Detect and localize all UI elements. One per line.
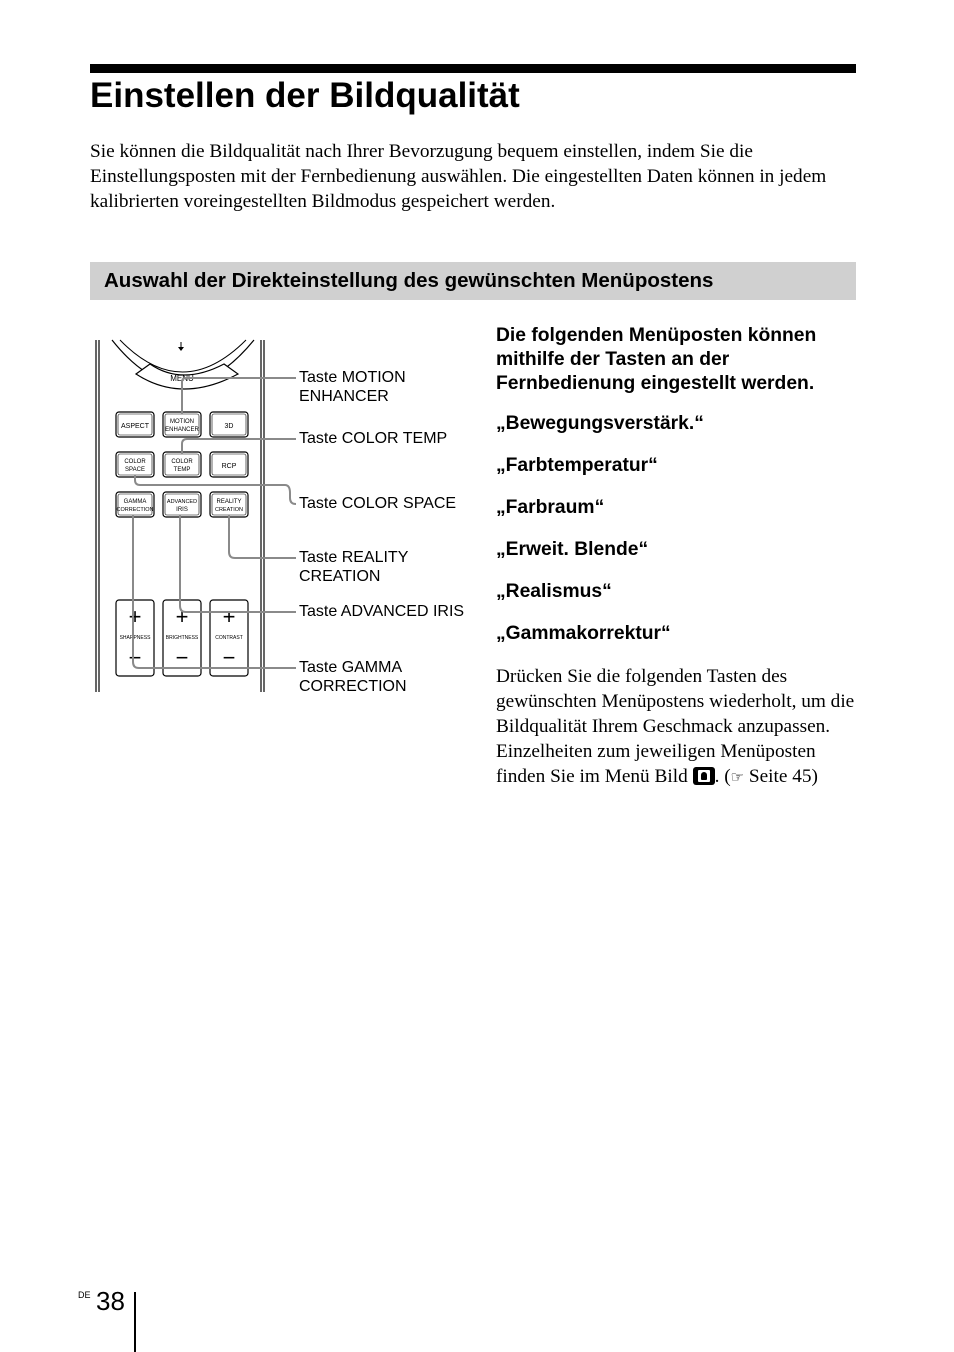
section-header <box>90 262 856 300</box>
advanced-iris-label-2: IRIS <box>176 507 188 513</box>
menu-item: „Bewegungsverstärk.“ <box>496 413 704 434</box>
footer-rule <box>134 1292 136 1352</box>
page-reference-text: Seite 45) <box>744 766 818 787</box>
sharpness-plus: + <box>128 604 142 629</box>
gamma-correction-label-1: GAMMA <box>123 499 147 505</box>
callout-line-advanced-iris <box>180 515 296 612</box>
advanced-iris-label-1: ADVANCED <box>166 499 198 505</box>
rcp-button <box>210 452 248 477</box>
remote-drawing <box>90 338 300 698</box>
color-space-label-1: COLOR <box>124 459 146 465</box>
menu-item-list <box>496 412 866 646</box>
menu-item: „Farbtemperatur“ <box>496 455 658 476</box>
contrast-label: CONTRAST <box>215 635 243 641</box>
aspect-button <box>116 412 154 437</box>
body-text: Drücken Sie die folgenden Tasten des gewünschten Menüpostens wiederholt, um die Bildqualität Ihrem Geschmack anzupassen. Einzelheiten zum jeweiligen Menüposten finden Sie im Menü Bild <box>496 666 855 787</box>
motion-enhancer-button <box>163 412 201 437</box>
menu-item: „Gammakorrektur“ <box>496 623 671 644</box>
page-reference-icon: ☞ <box>730 768 745 786</box>
brightness-label: BRIGHTNESS <box>165 635 199 641</box>
sharpness-label: SHARPNESS <box>119 635 151 641</box>
motion-enhancer-label-2: ENHANCER <box>165 427 199 433</box>
reference-open: . ( <box>714 766 731 787</box>
picture-menu-icon <box>693 767 715 785</box>
callout-color-temp: Taste COLOR TEMP <box>299 430 448 447</box>
title-rule <box>90 64 856 73</box>
color-temp-button <box>163 452 201 477</box>
menu-item: „Realismus“ <box>496 581 612 602</box>
page-title: Einstellen der Bildqualität <box>90 76 520 115</box>
gamma-correction-button <box>116 492 154 517</box>
gamma-correction-label-2: CORRECTION <box>116 507 154 513</box>
color-space-label-2: SPACE <box>125 467 145 473</box>
reality-creation-label-1: REALITY <box>216 499 242 505</box>
section-title: Auswahl der Direkteinstellung des gewünschten Menüpostens <box>104 269 714 292</box>
lead-text: Die folgenden Menüposten können mithilfe der Tasten an der Fernbedienung eingestellt werden. <box>496 325 817 394</box>
menu-item: „Erweit. Blende“ <box>496 539 649 560</box>
instructions-column <box>496 324 866 790</box>
callout-line-reality-creation <box>229 515 296 558</box>
brightness-plus: + <box>175 604 189 629</box>
callout-reality-creation: Taste REALITY CREATION <box>299 549 409 585</box>
reality-creation-button <box>210 492 248 517</box>
remote-illustration <box>90 338 465 698</box>
3d-button-label: 3D <box>224 423 234 430</box>
sharpness-minus: − <box>128 645 142 670</box>
aspect-button-label: ASPECT <box>120 423 150 430</box>
footer-language-code: DE <box>78 1290 91 1300</box>
advanced-iris-button <box>163 492 201 517</box>
callout-color-space: Taste COLOR SPACE <box>299 495 457 512</box>
color-temp-label-2: TEMP <box>173 467 191 473</box>
menu-item: „Farbraum“ <box>496 497 605 518</box>
intro-paragraph: Sie können die Bildqualität nach Ihrer Bevorzugung bequem einstellen, indem Sie die Einstellungsposten mit der Fernbedienung auswählen. Die eingestellten Daten können in jedem kalibrierten voreingestellten Bildmodus gespeichert werden. <box>90 141 827 212</box>
callout-advanced-iris: Taste ADVANCED IRIS <box>299 603 465 620</box>
3d-button <box>210 412 248 437</box>
rcp-button-label: RCP <box>221 463 237 470</box>
reality-creation-label-2: CREATION <box>214 507 244 513</box>
color-temp-label-1: COLOR <box>171 459 193 465</box>
body-paragraph <box>496 664 866 790</box>
brightness-minus: − <box>175 645 189 670</box>
menu-key-label: MENU <box>170 374 194 383</box>
callout-gamma-correction: Taste GAMMA CORRECTION <box>299 659 407 695</box>
contrast-plus: + <box>222 604 236 629</box>
callout-motion-enhancer: Taste MOTION ENHANCER <box>299 369 406 405</box>
sharpness-rocker <box>116 600 154 676</box>
page-number: 38 <box>96 1286 125 1316</box>
color-space-button <box>116 452 154 477</box>
motion-enhancer-label-1: MOTION <box>170 419 194 425</box>
contrast-minus: − <box>222 645 236 670</box>
